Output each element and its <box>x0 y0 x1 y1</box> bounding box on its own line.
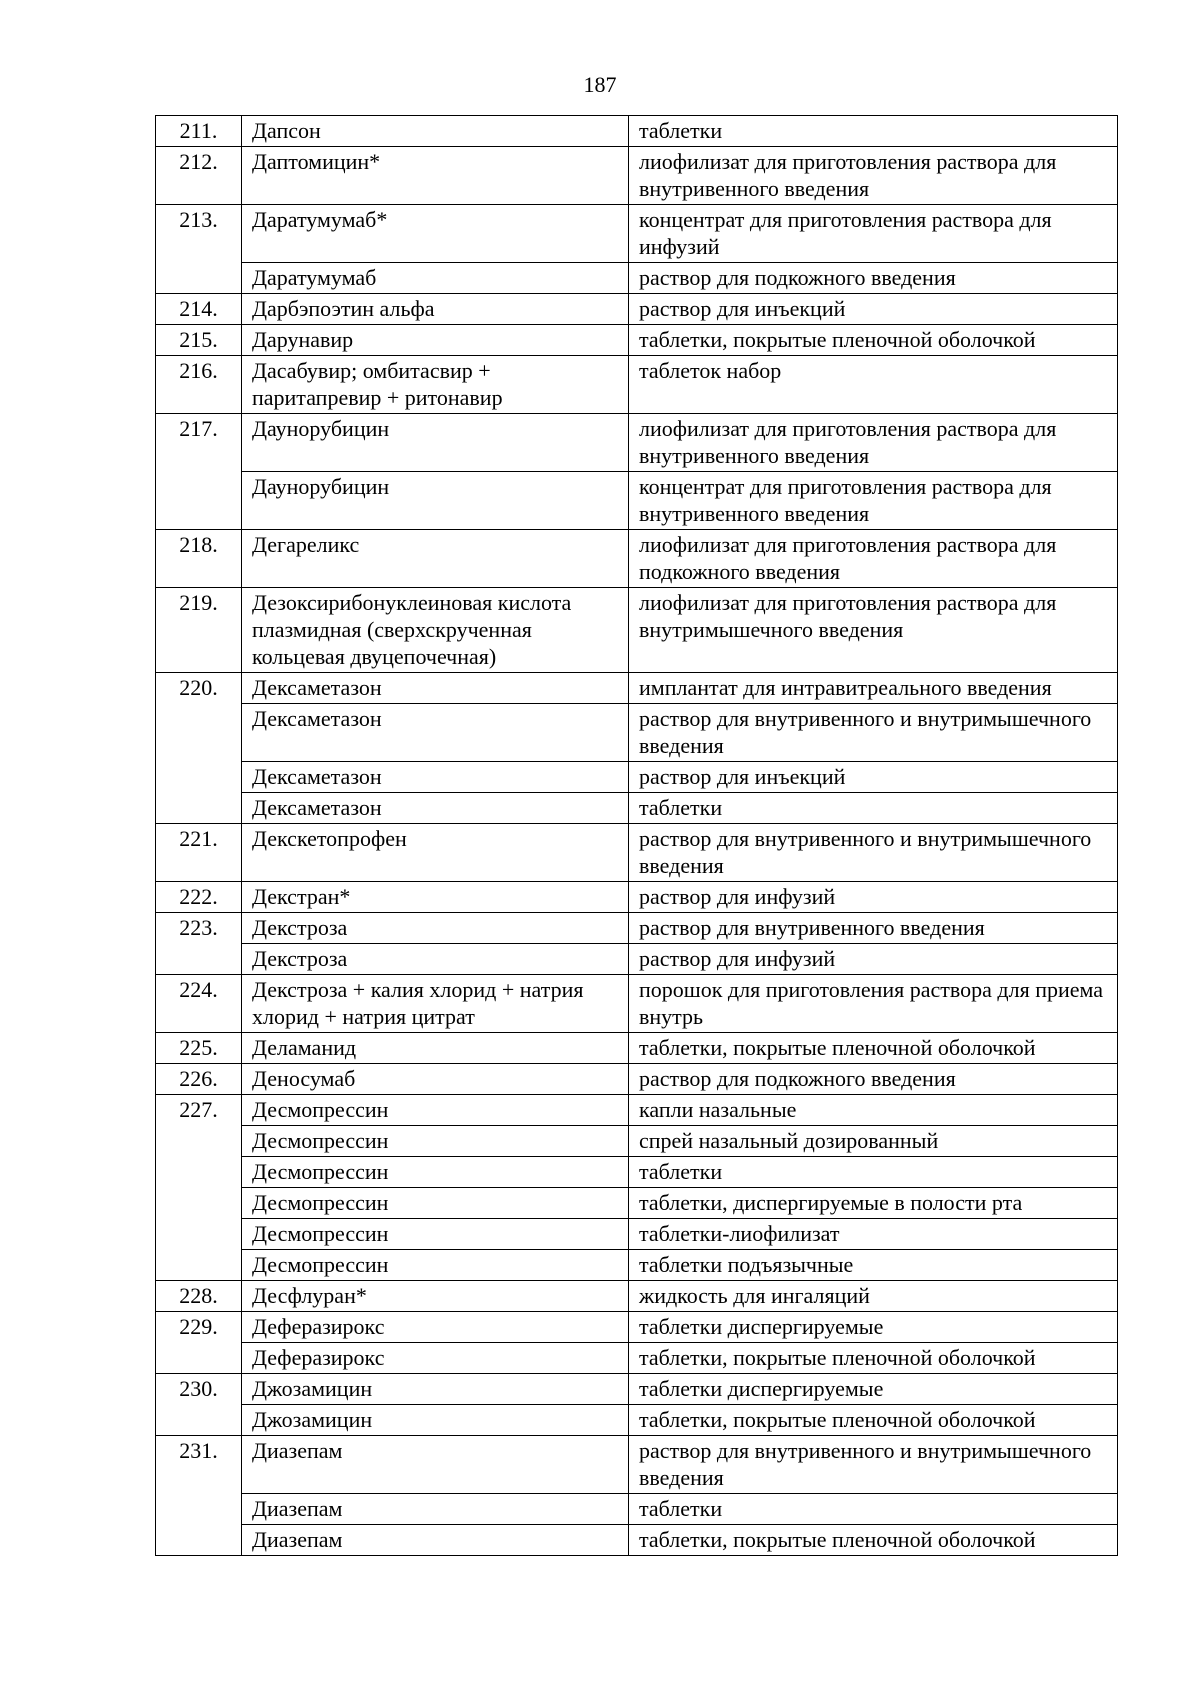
drug-name: Десмопрессин <box>242 1095 629 1126</box>
dosage-form: раствор для внутривенного и внутримышечного введения <box>629 824 1118 882</box>
row-number: 230. <box>156 1374 242 1436</box>
dosage-form: раствор для инфузий <box>629 882 1118 913</box>
table-row <box>156 1312 1118 1343</box>
row-number: 225. <box>156 1033 242 1064</box>
drug-name: Декстран* <box>242 882 629 913</box>
table-row <box>156 325 1118 356</box>
table-row <box>156 1250 1118 1281</box>
dosage-form: таблетки, покрытые пленочной оболочкой <box>629 1033 1118 1064</box>
row-number: 231. <box>156 1436 242 1556</box>
drug-name: Диазепам <box>242 1525 629 1556</box>
drug-name: Даратумумаб <box>242 263 629 294</box>
table-row <box>156 975 1118 1033</box>
row-number: 211. <box>156 116 242 147</box>
drug-name: Десмопрессин <box>242 1126 629 1157</box>
drug-name: Даунорубицин <box>242 414 629 472</box>
table-row <box>156 1126 1118 1157</box>
dosage-form: капли назальные <box>629 1095 1118 1126</box>
table-row <box>156 1436 1118 1494</box>
drug-name: Декстроза <box>242 944 629 975</box>
drug-name: Десмопрессин <box>242 1250 629 1281</box>
dosage-form: таблетки диспергируемые <box>629 1312 1118 1343</box>
table-row <box>156 673 1118 704</box>
row-number: 220. <box>156 673 242 824</box>
drug-name: Деферазирокс <box>242 1343 629 1374</box>
drug-name: Дексаметазон <box>242 704 629 762</box>
drug-name: Джозамицин <box>242 1374 629 1405</box>
table-row <box>156 1374 1118 1405</box>
table-row <box>156 882 1118 913</box>
table-row <box>156 588 1118 673</box>
dosage-form: таблетки, покрытые пленочной оболочкой <box>629 325 1118 356</box>
table-row <box>156 793 1118 824</box>
dosage-form: раствор для инъекций <box>629 294 1118 325</box>
table-row <box>156 913 1118 944</box>
row-number: 221. <box>156 824 242 882</box>
row-number: 222. <box>156 882 242 913</box>
dosage-form: таблетки подъязычные <box>629 1250 1118 1281</box>
dosage-form: лиофилизат для приготовления раствора для внутримышечного введения <box>629 588 1118 673</box>
dosage-form: раствор для внутривенного введения <box>629 913 1118 944</box>
table-row <box>156 1343 1118 1374</box>
row-number: 213. <box>156 205 242 294</box>
dosage-form: раствор для подкожного введения <box>629 263 1118 294</box>
dosage-form: таблетки-лиофилизат <box>629 1219 1118 1250</box>
dosage-form: таблетки, диспергируемые в полости рта <box>629 1188 1118 1219</box>
dosage-form: таблетки <box>629 1494 1118 1525</box>
table-row <box>156 944 1118 975</box>
dosage-form: таблеток набор <box>629 356 1118 414</box>
drug-name: Диазепам <box>242 1494 629 1525</box>
drug-name: Деламанид <box>242 1033 629 1064</box>
drug-name: Даптомицин* <box>242 147 629 205</box>
dosage-form: раствор для подкожного введения <box>629 1064 1118 1095</box>
table-row <box>156 762 1118 793</box>
dosage-form: раствор для инфузий <box>629 944 1118 975</box>
dosage-form: таблетки <box>629 793 1118 824</box>
dosage-form: раствор для внутривенного и внутримышечного введения <box>629 1436 1118 1494</box>
table-body <box>156 116 1118 1556</box>
drug-name: Дапсон <box>242 116 629 147</box>
drug-name: Десфлуран* <box>242 1281 629 1312</box>
dosage-form: таблетки <box>629 116 1118 147</box>
dosage-form: концентрат для приготовления раствора для внутривенного введения <box>629 472 1118 530</box>
page-number: 187 <box>583 72 617 97</box>
table-row <box>156 205 1118 263</box>
drug-name: Десмопрессин <box>242 1157 629 1188</box>
row-number: 216. <box>156 356 242 414</box>
drug-name: Десмопрессин <box>242 1188 629 1219</box>
table-row <box>156 1219 1118 1250</box>
table-row <box>156 1188 1118 1219</box>
table-row <box>156 1405 1118 1436</box>
drug-name: Дарунавир <box>242 325 629 356</box>
table-row <box>156 472 1118 530</box>
row-number: 219. <box>156 588 242 673</box>
table-row <box>156 1525 1118 1556</box>
row-number: 227. <box>156 1095 242 1281</box>
dosage-form: жидкость для ингаляций <box>629 1281 1118 1312</box>
row-number: 229. <box>156 1312 242 1374</box>
row-number: 228. <box>156 1281 242 1312</box>
dosage-form: таблетки, покрытые пленочной оболочкой <box>629 1405 1118 1436</box>
table-row <box>156 1494 1118 1525</box>
drug-name: Дексаметазон <box>242 762 629 793</box>
table-row <box>156 530 1118 588</box>
dosage-form: таблетки, покрытые пленочной оболочкой <box>629 1343 1118 1374</box>
drug-name: Дезоксирибонуклеиновая кислота плазмидная (сверхскрученная кольцевая двуцепочечная) <box>242 588 629 673</box>
row-number: 212. <box>156 147 242 205</box>
drug-name: Дегареликс <box>242 530 629 588</box>
table-row <box>156 263 1118 294</box>
table-row <box>156 147 1118 205</box>
dosage-form: концентрат для приготовления раствора для инфузий <box>629 205 1118 263</box>
table-row <box>156 1157 1118 1188</box>
dosage-form: лиофилизат для приготовления раствора для внутривенного введения <box>629 147 1118 205</box>
table-row <box>156 1033 1118 1064</box>
drug-name: Дарбэпоэтин альфа <box>242 294 629 325</box>
row-number: 226. <box>156 1064 242 1095</box>
dosage-form: спрей назальный дозированный <box>629 1126 1118 1157</box>
row-number: 218. <box>156 530 242 588</box>
table-row <box>156 824 1118 882</box>
dosage-form: лиофилизат для приготовления раствора для подкожного введения <box>629 530 1118 588</box>
table-row <box>156 116 1118 147</box>
row-number: 214. <box>156 294 242 325</box>
table-row <box>156 356 1118 414</box>
drug-name: Даунорубицин <box>242 472 629 530</box>
table-row <box>156 704 1118 762</box>
dosage-form: таблетки, покрытые пленочной оболочкой <box>629 1525 1118 1556</box>
drug-name: Деферазирокс <box>242 1312 629 1343</box>
drug-name: Даратумумаб* <box>242 205 629 263</box>
dosage-form: порошок для приготовления раствора для приема внутрь <box>629 975 1118 1033</box>
table-row <box>156 414 1118 472</box>
drug-name: Декстроза + калия хлорид + натрия хлорид + натрия цитрат <box>242 975 629 1033</box>
drug-name: Дексаметазон <box>242 793 629 824</box>
dosage-form: лиофилизат для приготовления раствора для внутривенного введения <box>629 414 1118 472</box>
table-row <box>156 1095 1118 1126</box>
dosage-form: таблетки <box>629 1157 1118 1188</box>
dosage-form: имплантат для интравитреального введения <box>629 673 1118 704</box>
dosage-form: таблетки диспергируемые <box>629 1374 1118 1405</box>
drug-name: Декстроза <box>242 913 629 944</box>
dosage-form: раствор для инъекций <box>629 762 1118 793</box>
table-row <box>156 1281 1118 1312</box>
drug-name: Дексаметазон <box>242 673 629 704</box>
dosage-form: раствор для внутривенного и внутримышечного введения <box>629 704 1118 762</box>
row-number: 224. <box>156 975 242 1033</box>
table-row <box>156 294 1118 325</box>
drug-name: Деносумаб <box>242 1064 629 1095</box>
table-row <box>156 1064 1118 1095</box>
drug-name: Дасабувир; омбитасвир + паритапревир + ритонавир <box>242 356 629 414</box>
drug-name: Декскетопрофен <box>242 824 629 882</box>
row-number: 215. <box>156 325 242 356</box>
drug-name: Десмопрессин <box>242 1219 629 1250</box>
row-number: 223. <box>156 913 242 975</box>
drug-name: Диазепам <box>242 1436 629 1494</box>
row-number: 217. <box>156 414 242 530</box>
drug-table <box>155 115 1118 1556</box>
drug-name: Джозамицин <box>242 1405 629 1436</box>
